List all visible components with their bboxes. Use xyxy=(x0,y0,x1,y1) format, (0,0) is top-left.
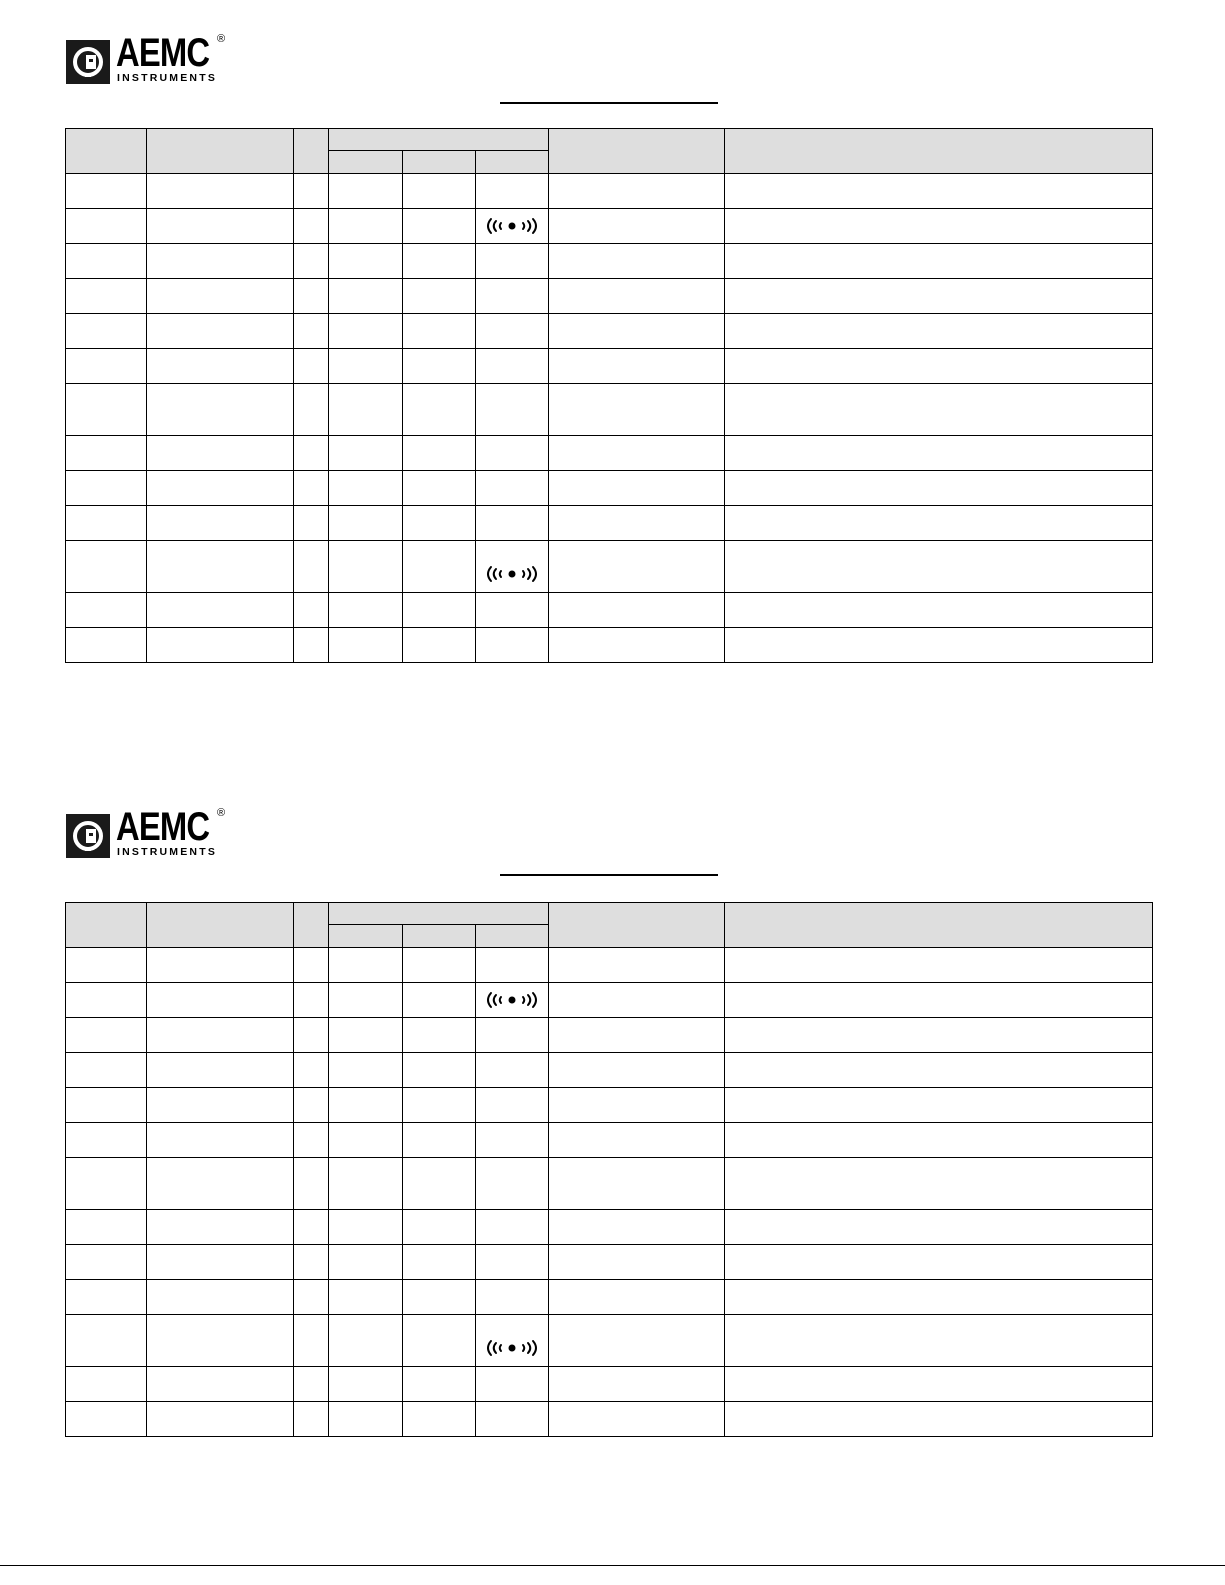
brand-name: AEMC xyxy=(116,805,210,849)
table-row xyxy=(66,436,1153,471)
sound-waves-icon xyxy=(483,564,541,584)
table-row xyxy=(66,1280,1153,1315)
header-group-cell xyxy=(329,129,549,151)
header-cell xyxy=(147,129,294,174)
table-row xyxy=(66,1123,1153,1158)
title-underline xyxy=(500,102,718,104)
subheader-cell xyxy=(329,925,403,948)
table-row xyxy=(66,279,1153,314)
aemc-logo xyxy=(66,805,236,860)
subheader-cell xyxy=(403,151,476,174)
table-row xyxy=(66,174,1153,209)
table-row xyxy=(66,948,1153,983)
header-cell xyxy=(147,903,294,948)
brand-subtitle: INSTRUMENTS xyxy=(117,846,218,858)
registered-mark: ® xyxy=(217,807,226,819)
aemc-logo-icon xyxy=(66,40,110,84)
table-row xyxy=(66,1088,1153,1123)
header-cell xyxy=(549,903,725,948)
table-row xyxy=(66,1210,1153,1245)
table-row xyxy=(66,349,1153,384)
header-group-cell xyxy=(329,903,549,925)
header-cell xyxy=(549,129,725,174)
table-row xyxy=(66,1315,1153,1367)
inspection-table xyxy=(65,902,1153,1437)
aemc-logo-icon xyxy=(66,814,110,858)
table-row xyxy=(66,1245,1153,1280)
table-row xyxy=(66,1367,1153,1402)
table-row xyxy=(66,314,1153,349)
inspection-table xyxy=(65,128,1153,663)
table-row xyxy=(66,628,1153,663)
table-row xyxy=(66,384,1153,436)
header-cell xyxy=(294,129,329,174)
brand-name: AEMC xyxy=(116,31,210,75)
subheader-cell xyxy=(403,925,476,948)
form-block-2 xyxy=(0,774,1225,1474)
table-row xyxy=(66,983,1153,1018)
subheader-cell xyxy=(329,151,403,174)
header-cell xyxy=(66,903,147,948)
table-row xyxy=(66,1158,1153,1210)
header-cell xyxy=(725,903,1153,948)
brand-subtitle: INSTRUMENTS xyxy=(117,72,218,84)
table-row xyxy=(66,471,1153,506)
subheader-cell xyxy=(476,925,549,948)
header-cell xyxy=(66,129,147,174)
sound-waves-icon xyxy=(483,1338,541,1358)
header-cell xyxy=(294,903,329,948)
form-block-1 xyxy=(0,0,1225,700)
registered-mark: ® xyxy=(217,33,226,45)
table-row xyxy=(66,1053,1153,1088)
header-cell xyxy=(725,129,1153,174)
table-row xyxy=(66,541,1153,593)
aemc-logo xyxy=(66,31,236,86)
table-row xyxy=(66,1402,1153,1437)
page-bottom-rule xyxy=(0,1565,1225,1566)
table-row xyxy=(66,209,1153,244)
subheader-cell xyxy=(476,151,549,174)
sound-waves-icon xyxy=(483,216,541,236)
table-row xyxy=(66,1018,1153,1053)
table-row xyxy=(66,506,1153,541)
sound-waves-icon xyxy=(483,990,541,1010)
table-row xyxy=(66,593,1153,628)
title-underline xyxy=(500,874,718,876)
table-row xyxy=(66,244,1153,279)
